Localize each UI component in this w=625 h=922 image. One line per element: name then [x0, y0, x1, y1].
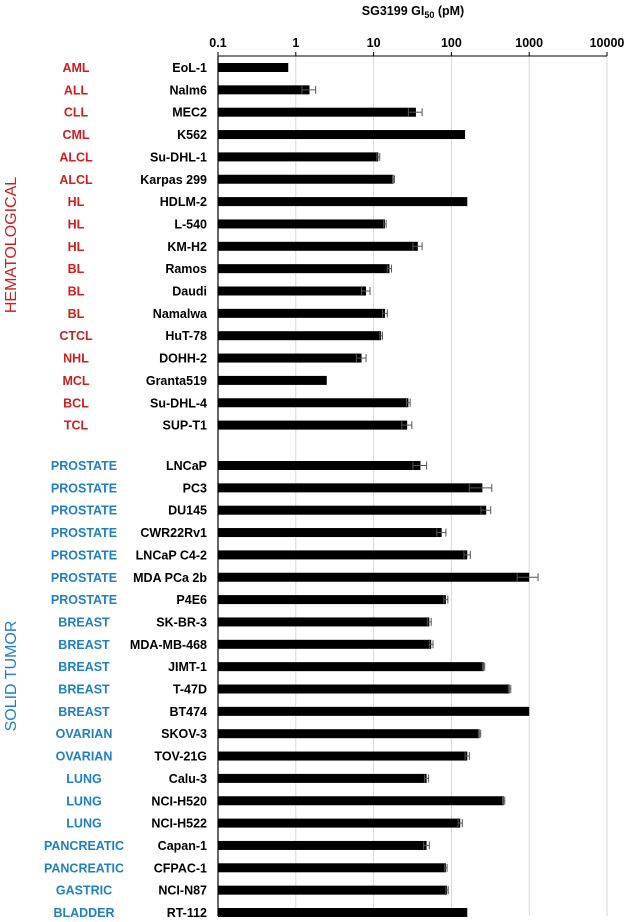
chart-title-main: SG3199 GI	[361, 4, 425, 18]
cancer-type-label: PROSTATE	[50, 459, 118, 473]
x-axis-ticks	[209, 36, 624, 56]
bar	[218, 197, 467, 206]
bar	[218, 796, 504, 805]
cancer-type-label: OVARIAN	[55, 749, 113, 764]
cell-line-label: Karpas 299	[140, 172, 207, 187]
cell-line-label: LNCaP C4-2	[135, 548, 207, 563]
cell-line-label: BT474	[169, 704, 207, 719]
chart-title-subscript: 50	[424, 10, 435, 20]
cell-line-label: CFPAC-1	[153, 861, 207, 876]
cancer-type-label: BREAST	[58, 615, 110, 630]
bar	[218, 573, 529, 582]
bar	[218, 242, 418, 251]
x-tick-label: 100	[440, 36, 462, 50]
cancer-type-label: BREAST	[58, 637, 110, 652]
cell-line-label: T-47D	[172, 682, 207, 697]
bar	[218, 550, 467, 559]
bar	[218, 264, 389, 273]
cell-line-label: MEC2	[172, 105, 207, 120]
bar	[218, 483, 482, 492]
cancer-type-label: LUNG	[66, 816, 102, 831]
chart-title	[362, 4, 464, 20]
bar	[218, 886, 447, 895]
bar	[218, 707, 529, 716]
bar	[218, 287, 366, 296]
chart-title-unit: (pM)	[434, 4, 465, 18]
bar	[218, 640, 431, 649]
cell-line-label: Su-DHL-4	[150, 396, 207, 411]
cancer-type-label: PROSTATE	[50, 526, 118, 541]
x-tick-label: 1	[292, 36, 300, 50]
bar	[218, 841, 427, 850]
cancer-type-label: PANCREATIC	[43, 838, 125, 853]
bar	[218, 376, 327, 385]
cell-line-label: K562	[177, 128, 207, 143]
group-label-solid-tumor: SOLID TUMOR	[3, 620, 20, 732]
cancer-type-label: ALCL	[59, 150, 93, 165]
cell-line-label: L-540	[174, 217, 207, 232]
bar	[218, 108, 416, 117]
bar	[218, 421, 407, 430]
cancer-type-label: ALL	[63, 83, 89, 98]
cell-line-label: RT-112	[166, 906, 207, 920]
bar	[218, 595, 446, 604]
cell-line-label: P4E6	[176, 593, 207, 608]
bar	[218, 398, 408, 407]
cancer-type-label: PANCREATIC	[43, 861, 125, 876]
bar	[218, 506, 486, 515]
bar	[218, 662, 484, 671]
cancer-type-label: BCL	[63, 396, 89, 411]
cancer-type-label: NHL	[63, 351, 89, 366]
cell-line-label: SK-BR-3	[156, 615, 207, 630]
cancer-type-label: BREAST	[58, 704, 110, 719]
cancer-type-label: CML	[62, 128, 90, 143]
cell-line-label: NCI-N87	[158, 883, 207, 898]
cell-line-label: Daudi	[172, 284, 207, 299]
bar	[218, 331, 381, 340]
x-tick-label: 10	[366, 36, 381, 50]
group-label-hematological: HEMATOLOGICAL	[3, 176, 20, 314]
bar	[218, 85, 309, 94]
cancer-type-label: TCL	[63, 418, 89, 433]
x-tick-label: 1000	[515, 36, 544, 50]
cancer-type-label: CTCL	[59, 329, 93, 344]
bar	[218, 219, 385, 228]
cell-line-label: TOV-21G	[154, 749, 207, 764]
cell-line-label: DOHH-2	[159, 351, 207, 366]
cell-line-label: HuT-78	[165, 329, 207, 344]
bar	[218, 617, 429, 626]
cell-line-label: Namalwa	[152, 306, 207, 321]
cell-line-label: KM-H2	[167, 239, 207, 254]
cell-line-label: NCI-H522	[151, 816, 207, 831]
bar	[218, 863, 446, 872]
cancer-type-label: LUNG	[66, 771, 102, 786]
bar	[218, 752, 467, 761]
cancer-type-label: HL	[67, 239, 85, 254]
row-labels	[44, 61, 208, 920]
bar	[218, 152, 378, 161]
cancer-type-label: ALCL	[59, 172, 93, 187]
x-tick-label: 10000	[589, 36, 625, 50]
cancer-type-label: BL	[67, 284, 85, 299]
cell-line-label: EoL-1	[172, 61, 207, 75]
cell-line-label: LNCaP	[166, 459, 207, 473]
cell-line-label: Capan-1	[157, 838, 207, 853]
cell-line-label: DU145	[168, 503, 207, 518]
bar	[218, 130, 465, 139]
bar	[218, 528, 442, 537]
cancer-type-label: BLADDER	[53, 906, 115, 920]
cell-line-label: Ramos	[165, 262, 207, 277]
bar	[218, 309, 385, 318]
cell-line-label: JIMT-1	[168, 660, 207, 675]
bar	[218, 729, 480, 738]
cancer-type-label: AML	[62, 61, 90, 75]
cancer-type-label: PROSTATE	[50, 503, 118, 518]
cell-line-label: SUP-T1	[162, 418, 207, 433]
cancer-type-label: GASTRIC	[55, 883, 113, 898]
bar	[218, 685, 510, 694]
cell-line-label: Nalm6	[169, 83, 207, 98]
cell-line-label: MDA PCa 2b	[133, 570, 207, 585]
cell-line-label: MDA-MB-468	[129, 637, 207, 652]
cell-line-label: PC3	[182, 481, 207, 496]
bar	[218, 461, 420, 470]
cell-line-label: CWR22Rv1	[140, 526, 207, 541]
cancer-type-label: BREAST	[58, 682, 110, 697]
cell-line-label: NCI-H520	[151, 794, 207, 809]
cell-line-label: SKOV-3	[161, 727, 207, 742]
bar	[218, 908, 467, 917]
cancer-type-label: HL	[67, 195, 85, 210]
cell-line-label: Calu-3	[168, 771, 207, 786]
cell-line-label: Su-DHL-1	[150, 150, 207, 165]
cancer-type-label: MCL	[62, 373, 90, 388]
cancer-type-label: CLL	[63, 105, 89, 120]
bar	[218, 63, 288, 72]
cancer-type-label: OVARIAN	[55, 727, 113, 742]
cancer-type-label: BL	[67, 306, 85, 321]
cancer-type-label: PROSTATE	[50, 548, 118, 563]
bar	[218, 354, 362, 363]
cell-line-label: HDLM-2	[159, 195, 207, 210]
cell-line-label: Granta519	[145, 373, 207, 388]
bar	[218, 175, 393, 184]
bar	[218, 819, 460, 828]
cancer-type-label: PROSTATE	[50, 481, 118, 496]
cancer-type-label: BL	[67, 262, 85, 277]
cancer-type-label: LUNG	[66, 794, 102, 809]
cancer-type-label: PROSTATE	[50, 570, 118, 585]
cancer-type-label: HL	[67, 217, 85, 232]
cancer-type-label: BREAST	[58, 660, 110, 675]
x-tick-label: 0.1	[209, 36, 227, 50]
bar	[218, 774, 427, 783]
cancer-type-label: PROSTATE	[50, 593, 118, 608]
